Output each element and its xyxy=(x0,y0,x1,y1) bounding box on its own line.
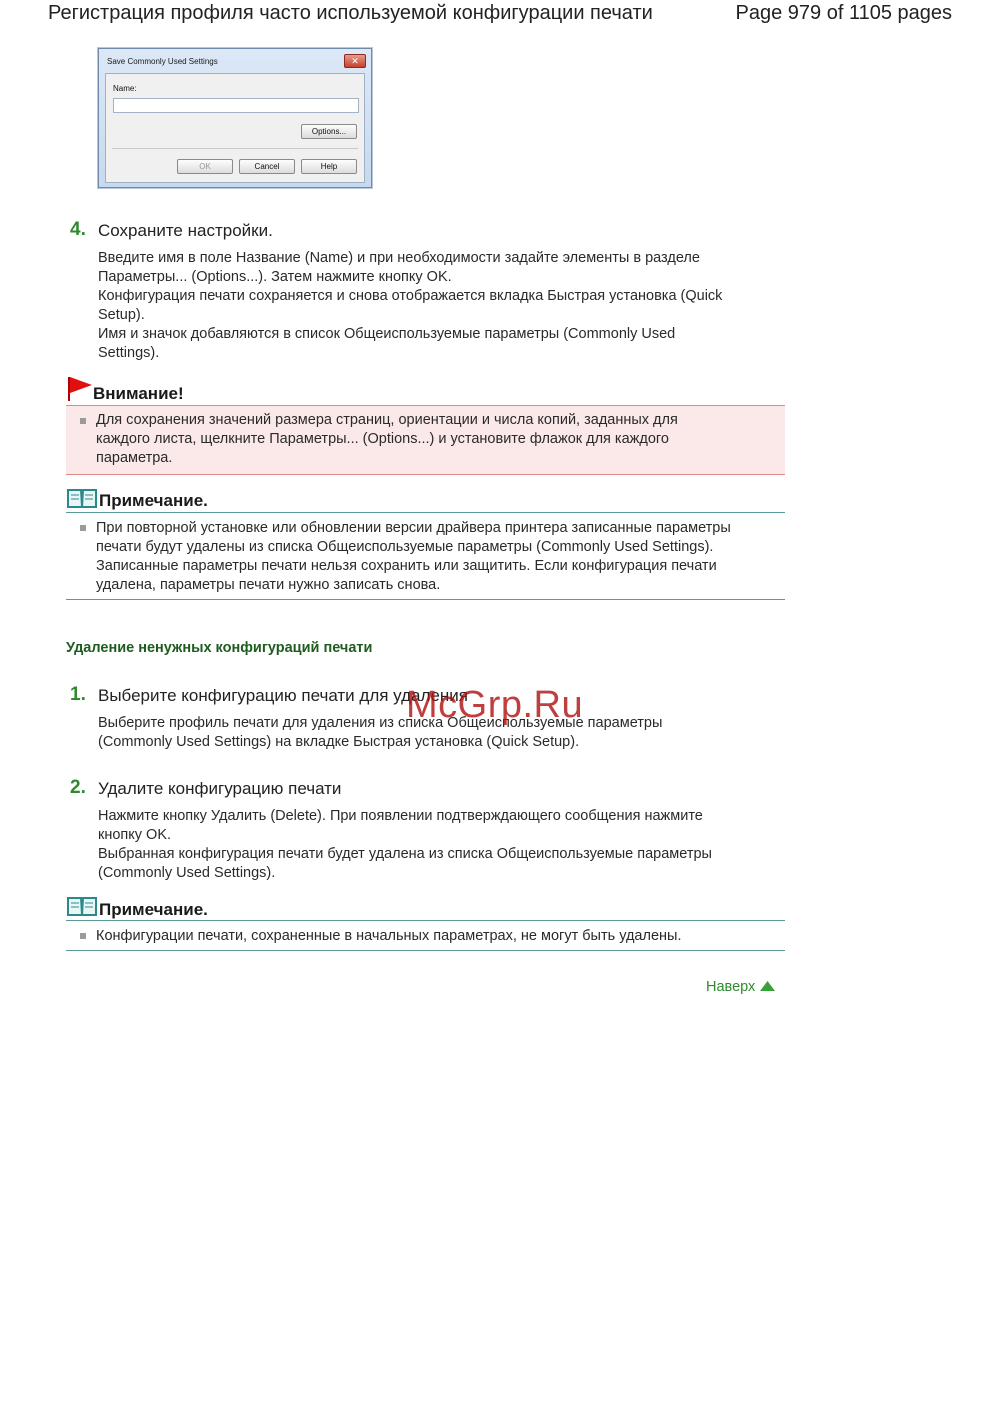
text-line: параметра. xyxy=(96,450,173,466)
ok-button[interactable]: OK xyxy=(177,159,233,174)
note-heading: Примечание. xyxy=(99,900,208,919)
help-button[interactable]: Help xyxy=(301,159,357,174)
text-line: Для сохранения значений размера страниц, ориентации и числа копий, заданных для xyxy=(96,412,678,428)
caution-box xyxy=(66,405,785,475)
back-to-top-label[interactable]: Наверх xyxy=(706,979,756,995)
watermark: McGrp.Ru xyxy=(406,684,584,726)
up-triangle-icon[interactable] xyxy=(759,980,776,992)
text-line: Параметры... (Options...). Затем нажмите кнопку OK. xyxy=(98,269,452,285)
step-number: 2. xyxy=(70,777,86,798)
text-line: (Commonly Used Settings) на вкладке Быстрая установка (Quick Setup). xyxy=(98,734,580,750)
text-line: кнопку OK. xyxy=(98,827,172,843)
text-line: При повторной установке или обновлении версии драйвера принтера записанные параметры xyxy=(96,520,731,536)
text-line: Setup). xyxy=(98,307,145,323)
text-line: Записанные параметры печати нельзя сохранить или защитить. Если конфигурация печати xyxy=(96,558,717,574)
text-line: Выберите профиль печати для удаления из списка Общеиспользуемые параметры xyxy=(98,715,663,731)
text-line: каждого листа, щелкните Параметры... (Options...) и установите флажок для каждого xyxy=(96,431,669,447)
step-title: Выберите конфигурацию печати для удаления xyxy=(98,686,468,705)
dialog-separator xyxy=(112,148,358,149)
note-heading: Примечание. xyxy=(99,491,208,510)
text-line: Конфигурации печати, сохраненные в начальных параметрах, не могут быть удалены. xyxy=(96,928,682,944)
cancel-button[interactable]: Cancel xyxy=(239,159,295,174)
step-title: Удалите конфигурацию печати xyxy=(98,779,342,798)
divider xyxy=(66,512,785,513)
step-description xyxy=(98,249,722,363)
text-line: (Commonly Used Settings). xyxy=(98,865,276,881)
step-number: 1. xyxy=(70,684,86,705)
text-line: Конфигурация печати сохраняется и снова отображается вкладка Быстрая установка (Quick xyxy=(98,288,723,304)
name-label: Name: xyxy=(113,84,137,93)
save-settings-dialog xyxy=(98,48,372,188)
bullet xyxy=(80,933,86,939)
divider xyxy=(66,950,785,951)
note-text xyxy=(96,927,681,946)
divider xyxy=(66,599,785,600)
text-line: Settings). xyxy=(98,345,160,361)
red-flag-icon xyxy=(67,376,93,402)
options-button[interactable]: Options... xyxy=(301,124,357,139)
dialog-title: Save Commonly Used Settings xyxy=(107,57,218,66)
back-to-top-link[interactable] xyxy=(706,979,776,995)
divider xyxy=(66,920,785,921)
text-line: Нажмите кнопку Удалить (Delete). При появлении подтверждающего сообщения нажмите xyxy=(98,808,703,824)
text-line: печати будут удалены из списка Общеиспользуемые параметры (Commonly Used Settings). xyxy=(96,539,714,555)
caution-heading: Внимание! xyxy=(93,384,184,403)
page-title: Регистрация профиля часто используемой конфигурации печати xyxy=(48,2,653,24)
bullet xyxy=(80,418,86,424)
text-line: Имя и значок добавляются в список Общеиспользуемые параметры (Commonly Used xyxy=(98,326,676,342)
bullet xyxy=(80,525,86,531)
close-icon[interactable]: ✕ xyxy=(344,54,366,68)
section-heading: Удаление ненужных конфигураций печати xyxy=(66,640,373,656)
step-number: 4. xyxy=(70,219,86,240)
open-book-icon xyxy=(67,487,97,509)
step-title: Сохраните настройки. xyxy=(98,221,273,240)
text-line: удалена, параметры печати нужно записать снова. xyxy=(96,577,441,593)
text-line: Введите имя в поле Название (Name) и при необходимости задайте элементы в разделе xyxy=(98,250,700,266)
dialog-body xyxy=(105,73,365,183)
note-text xyxy=(96,519,731,595)
caution-text xyxy=(96,411,678,468)
open-book-icon xyxy=(67,895,97,917)
name-input[interactable] xyxy=(113,98,359,113)
text-line: Выбранная конфигурация печати будет удалена из списка Общеиспользуемые параметры xyxy=(98,846,712,862)
page-counter: Page 979 of 1105 pages xyxy=(735,2,952,24)
step-description xyxy=(98,807,712,883)
